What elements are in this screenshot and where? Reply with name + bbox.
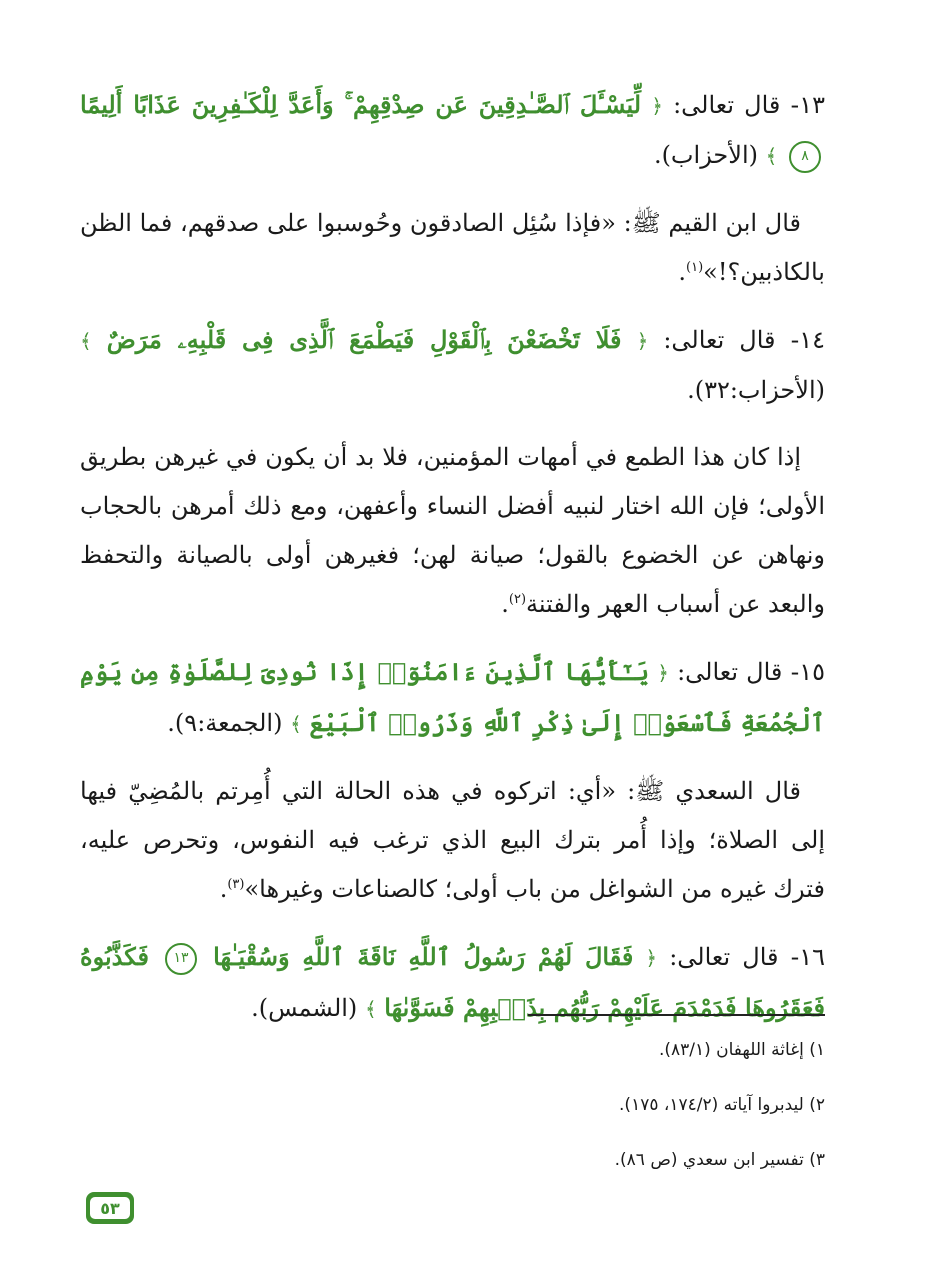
quran-verse: لِّيَسْـَٔلَ ٱلصَّـٰدِقِينَ عَن صِدْقِهِمْ ۚ وَأَعَدَّ لِلْكَـٰفِرِينَ عَذَابًا أَلِيمًا (80, 90, 642, 119)
ayah-number-marker: ٨ (789, 141, 821, 173)
footnote-1: ١) إغاثة اللهفان (٨٣/١). (658, 1040, 825, 1060)
ornate-bracket-open: ﴿ (651, 94, 663, 118)
quran-verse: فَقَالَ لَهُمْ رَسُولُ ٱللَّهِ نَاقَةَ ٱللَّهِ وَسُقْيَـٰهَا (213, 942, 634, 971)
ornate-bracket-open: ﴿ (657, 661, 669, 685)
page-number-badge (86, 1192, 134, 1224)
quran-verse: فَلَا تَخْضَعْنَ بِٱلْقَوْلِ فَيَطْمَعَ ٱلَّذِى فِى قَلْبِهِۦ مَرَضٌ (106, 325, 622, 354)
entry-number: ١٥- (790, 658, 826, 686)
entry-15 (80, 647, 825, 749)
quran-verse: يَـٰٓأَيُّهَا ٱلَّذِينَ ءَامَنُوٓا۟ إِذَا نُودِىَ لِلصَّلَوٰةِ مِن يَوْمِ ٱلْجُمُعَةِ فَٱسْعَوْا۟ إِلَىٰ ذِكْرِ ٱللَّهِ وَذَرُوا۟ ٱلْبَيْعَ (80, 657, 825, 737)
ornate-bracket-close: ﴾ (80, 329, 92, 353)
footnote-3: ٣) تفسير ابن سعدي (ص ٨٦). (614, 1150, 825, 1170)
commentary-text: إذا كان هذا الطمع في أمهات المؤمنين، فلا بد أن يكون في غيرهن بطريق الأولى؛ فإن الله اختار لنبيه أفضل النساء وأعفهن، ومع ذلك أمرهن بالحجاب ونهاهن عن الخضوع بالقول؛ صيانة لهن؛ فغيرهن أولى بالصيانة والتحفظ والبعد عن أسباب العهر والفتنة (80, 443, 825, 618)
commentary-end: . (219, 875, 228, 903)
footnote-divider (528, 1014, 825, 1016)
entry-13 (80, 80, 825, 181)
footnote-ref: (٣) (227, 877, 245, 892)
surah-reference: (الأحزاب). (653, 141, 758, 169)
commentary-text: قال ابن القيم ﷺ: «فإذا سُئِل الصادقون وحُوسبوا على صدقهم، فما الظن بالكاذبين؟!» (80, 209, 825, 286)
commentary-saadi (80, 767, 825, 914)
ornate-bracket-close: ﴾ (290, 712, 302, 736)
entry-lead: قال تعالى: (673, 91, 781, 119)
ornate-bracket-open: ﴿ (636, 329, 649, 353)
page-content (80, 80, 825, 1052)
entry-lead: قال تعالى: (677, 658, 783, 686)
commentary-end: . (501, 590, 509, 618)
surah-reference: (الجمعة:٩). (167, 709, 283, 737)
quran-verse-continued: فَكَذَّبُوهُ فَعَقَرُوهَا فَدَمْدَمَ عَلَيْهِمْ رَبُّهُم بِذَنۢبِهِمْ فَسَوَّىٰهَا (80, 942, 825, 1022)
surah-reference: (الشمس). (251, 994, 358, 1022)
footnote-ref: (٢) (508, 592, 527, 607)
entry-number: ١٣- (790, 91, 825, 119)
entry-lead: قال تعالى: (669, 943, 779, 971)
commentary-text: قال السعدي ﷺ: «أي: اتركوه في هذه الحالة التي أُمِرتم بالمُضِيّ فيها إلى الصلاة؛ وإذا أُمر بترك البيع الذي ترغب فيه النفوس، وتحرص عليه، فترك غيره من الشواغل من باب أولى؛ كالصناعات وغيرها» (80, 777, 825, 903)
commentary-modesty (80, 433, 825, 629)
footnote-2: ٢) ليدبروا آياته (١٧٤/٢، ١٧٥). (619, 1095, 825, 1115)
commentary-ibn-qayyim (80, 199, 825, 297)
entry-number: ١٤- (790, 326, 826, 354)
page-number: ٥٣ (90, 1197, 130, 1219)
entry-14 (80, 315, 825, 415)
surah-reference: (الأحزاب:٣٢). (687, 376, 825, 404)
entry-number: ١٦- (790, 943, 826, 971)
ornate-bracket-open: ﴿ (645, 946, 658, 970)
footnote-ref: (١) (686, 260, 704, 275)
ayah-number-marker: ١٣ (165, 943, 197, 975)
ornate-bracket-close: ﴾ (765, 144, 778, 168)
footnotes (80, 1014, 825, 1201)
commentary-end: . (678, 258, 687, 286)
ornate-bracket-close: ﴾ (364, 997, 377, 1021)
entry-lead: قال تعالى: (663, 326, 776, 354)
